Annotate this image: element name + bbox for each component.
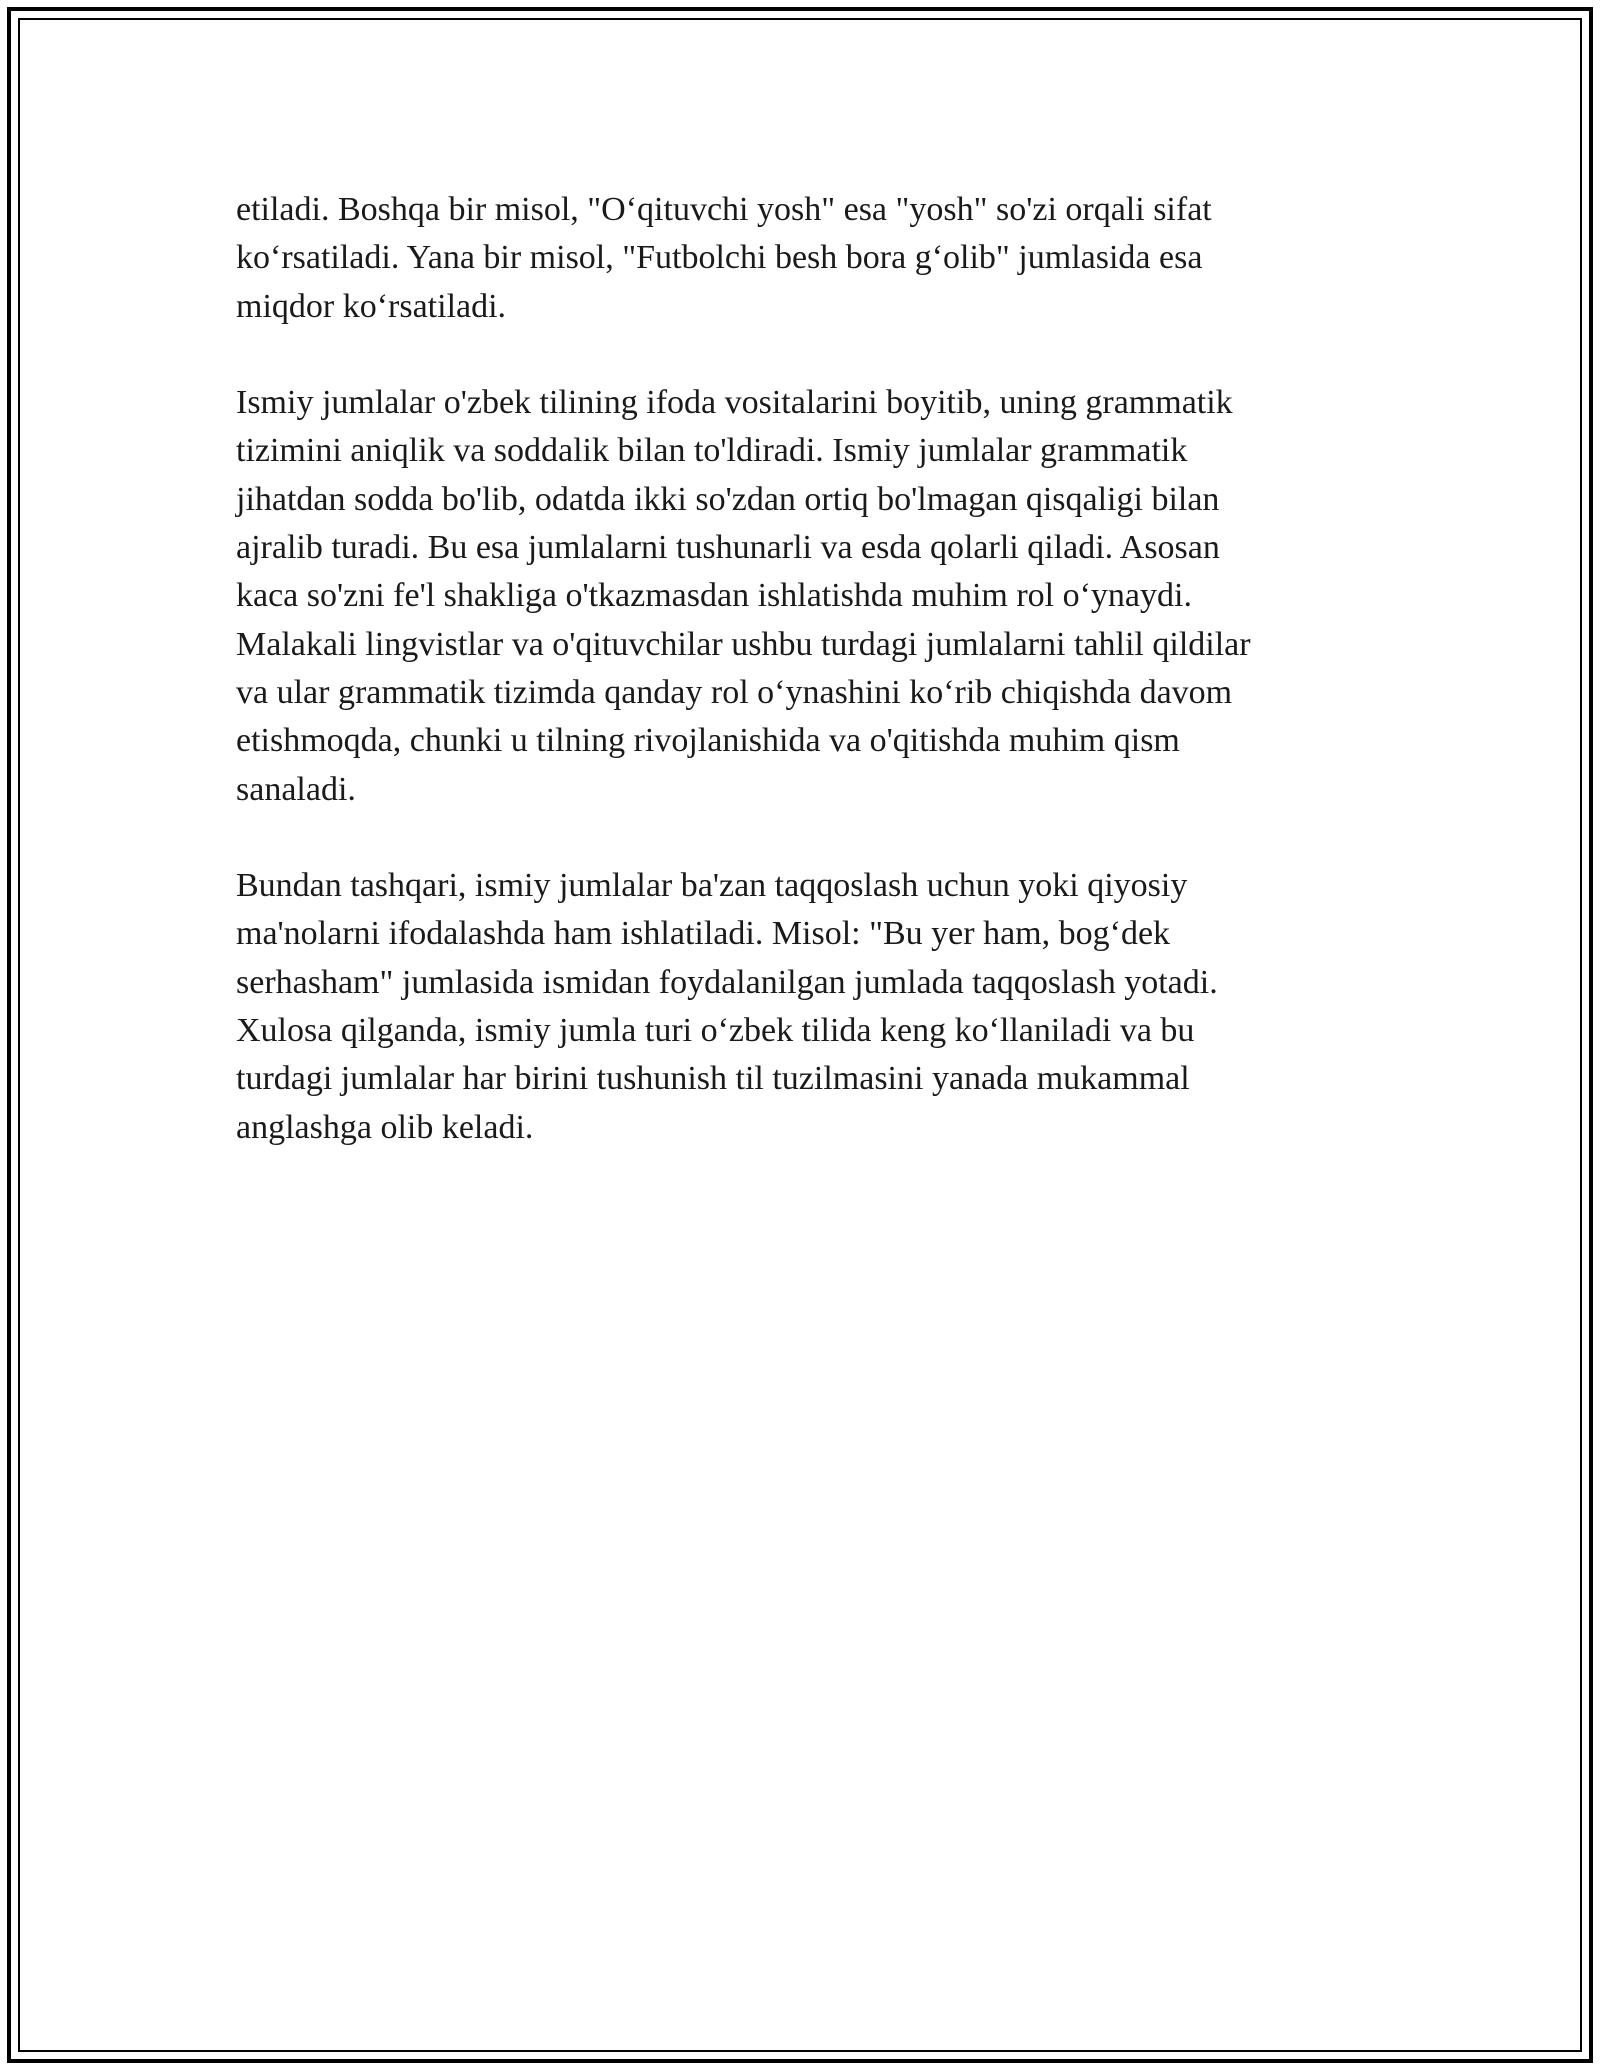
paragraph-line: ko‘rsatiladi. Yana bir misol, "Futbolchi besh bora g‘olib" jumlasida esa [236,239,1203,277]
paragraph-line: Bundan tashqari, ismiy jumlalar ba'zan taqqoslash uchun yoki qiyosiy [236,867,1188,905]
paragraph-line: tizimini aniqlik va soddalik bilan to'ldiradi. Ismiy jumlalar grammatik [236,432,1188,470]
paragraph-line: va ular grammatik tizimda qanday rol o‘ynashini ko‘rib chiqishda davom [236,673,1233,711]
paragraph-2 [236,379,1356,814]
document-body [236,186,1356,1200]
paragraph-line: ma'nolarni ifodalashda ham ishlatiladi. Misol: "Bu yer ham, bog‘dek [236,915,1171,953]
paragraph-1 [236,186,1356,331]
paragraph-line: Xulosa qilganda, ismiy jumla turi o‘zbek tilida keng ko‘llaniladi va bu [236,1012,1195,1050]
paragraph-line: serhasham" jumlasida ismidan foydalanilgan jumlada taqqoslash yotadi. [236,963,1218,1001]
paragraph-line: jihatdan sodda bo'lib, odatda ikki so'zdan ortiq bo'lmagan qisqaligi bilan [236,480,1220,518]
paragraph-line: ajralib turadi. Bu esa jumlalarni tushunarli va esda qolarli qiladi. Asosan [236,529,1220,567]
paragraph-line: miqdor ko‘rsatiladi. [236,287,507,325]
paragraph-line: etishmoqda, chunki u tilning rivojlanishida va o'qitishda muhim qism [236,722,1180,760]
paragraph-line: sanaladi. [236,770,356,808]
paragraph-line: anglashga olib keladi. [236,1108,534,1146]
paragraph-line: Ismiy jumlalar o'zbek tilining ifoda vositalarini boyitib, uning grammatik [236,384,1233,422]
paragraph-line: kaca so'zni fe'l shakliga o'tkazmasdan ishlatishda muhim rol o‘ynaydi. [236,577,1192,615]
paragraph-line: Malakali lingvistlar va o'qituvchilar ushbu turdagi jumlalarni tahlil qildilar [236,625,1251,663]
paragraph-3 [236,862,1356,1152]
paragraph-line: etiladi. Boshqa bir misol, "O‘qituvchi yosh" esa "yosh" so'zi orqali sifat [236,191,1212,228]
paragraph-line: turdagi jumlalar har birini tushunish til tuzilmasini yanada mukammal [236,1060,1190,1098]
